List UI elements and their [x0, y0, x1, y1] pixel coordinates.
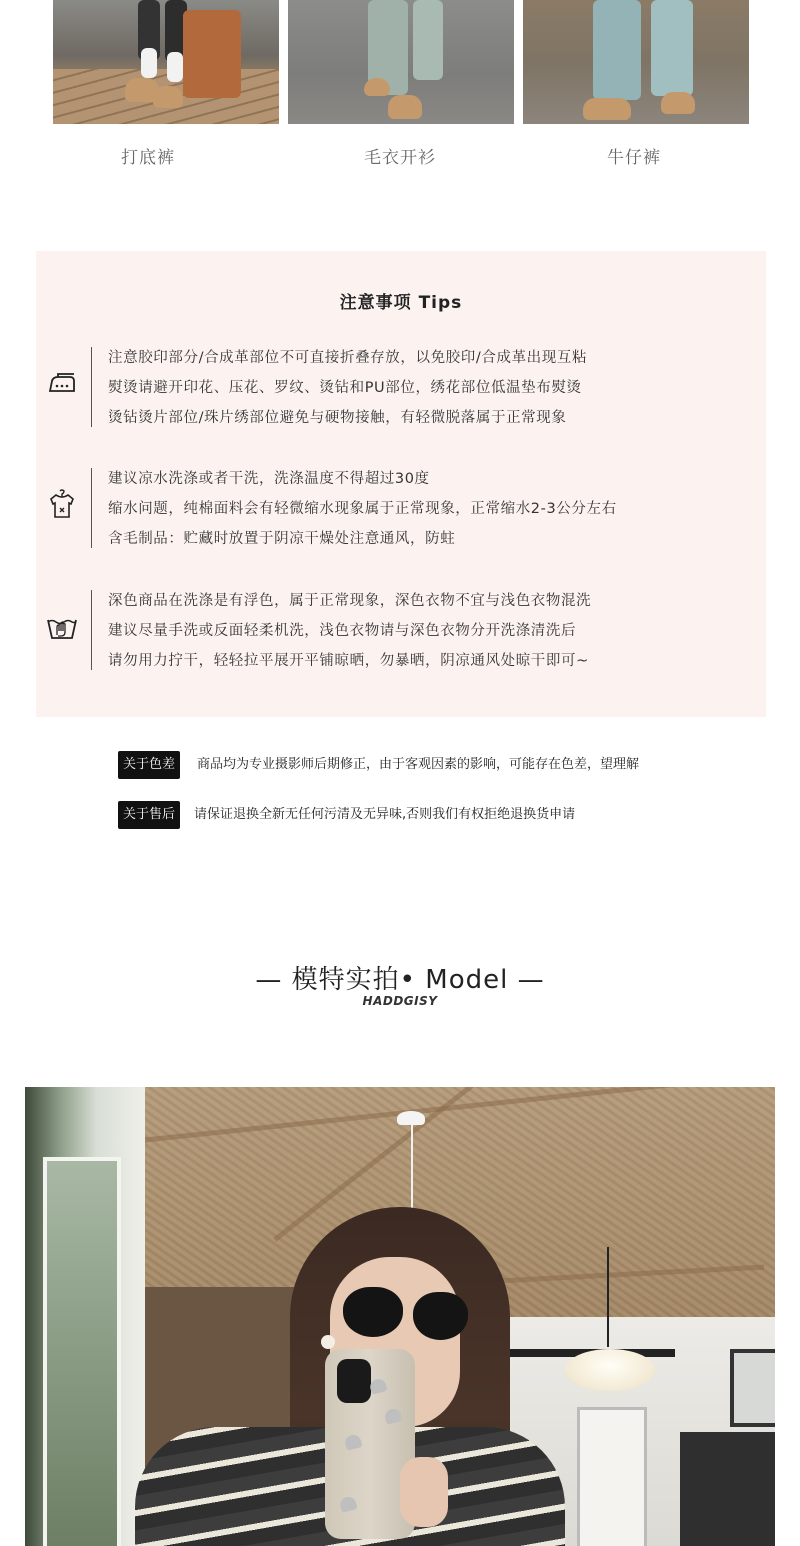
divider-line: [91, 590, 92, 670]
lamp-cord: [607, 1247, 609, 1347]
tip-line: 请勿用力拧干，轻轻拉平展开平铺晾晒，勿暴晒，阴凉通风处晾干即可~: [108, 653, 589, 669]
pearl-earring: [321, 1335, 335, 1349]
tip-line: 注意胶印部分/合成革部位不可直接折叠存放，以免胶印/合成革出现互粘: [108, 350, 588, 366]
product-caption: 牛仔裤: [607, 148, 661, 168]
note-badge: 关于色差: [118, 751, 180, 779]
sock: [167, 52, 183, 82]
iron-icon: [44, 365, 80, 401]
tip-line: 建议尽量手洗或反面轻柔机洗，浅色衣物请与深色衣物分开洗涤清洗后: [108, 623, 577, 639]
product-photo-cardigan[interactable]: [288, 0, 514, 124]
tip-line: 含毛制品：贮藏时放置于阴凉干燥处注意通风，防蛀: [108, 531, 456, 547]
jeans-leg: [593, 0, 641, 100]
tip-line: 建议凉水洗涤或者干洗，洗涤温度不得超过30度: [108, 471, 430, 487]
tip-line: 熨烫请避开印花、压花、罗纹、烫钻和PU部位，绣花部位低温垫布熨烫: [108, 380, 582, 396]
divider-line: [91, 468, 92, 548]
interior-door: [577, 1407, 647, 1546]
brand-subtitle: HADDGISY: [362, 994, 438, 1008]
shirt-care-icon: [44, 486, 80, 522]
tips-panel: [36, 251, 766, 717]
jeans-leg: [651, 0, 693, 96]
boot: [153, 86, 183, 108]
tips-title: 注意事项 Tips: [339, 293, 463, 313]
sunglasses: [413, 1292, 468, 1340]
shoe: [661, 92, 695, 114]
product-caption: 毛衣开衫: [364, 148, 436, 168]
product-photo-leggings[interactable]: [53, 0, 279, 124]
tips-lines: [108, 343, 587, 433]
sunglasses: [343, 1287, 403, 1337]
jeans-leg: [413, 0, 443, 80]
divider-line: [91, 347, 92, 427]
model-section-title: — 模特实拍• Model —: [255, 965, 545, 995]
phone-camera: [337, 1359, 371, 1403]
model-hand: [400, 1457, 448, 1527]
tips-lines: [108, 586, 591, 676]
product-photo-jeans[interactable]: [523, 0, 749, 124]
tip-line: 烫钻烫片部位/珠片绣部位避免与硬物接触，有轻微脱落属于正常现象: [108, 410, 567, 426]
product-caption: 打底裤: [121, 148, 175, 168]
sock: [141, 48, 157, 78]
pendant-lamp: [565, 1349, 655, 1391]
note-text: 请保证退换全新无任何污清及无异味,否则我们有权拒绝退换货申请: [194, 807, 576, 822]
shoe: [583, 98, 631, 120]
tip-line: 深色商品在洗涤是有浮色，属于正常现象，深色衣物不宜与浅色衣物混洗: [108, 593, 592, 609]
bag: [183, 10, 241, 98]
wall-mirror: [730, 1349, 775, 1427]
hand-wash-icon: [44, 608, 80, 644]
shoe: [364, 78, 390, 96]
tip-line: 缩水问题，纯棉面料会有轻微缩水现象属于正常现象，正常缩水2-3公分左右: [108, 501, 617, 517]
cabinet: [680, 1432, 775, 1546]
tips-lines: [108, 464, 617, 554]
shoe: [388, 95, 422, 119]
note-badge: 关于售后: [118, 801, 180, 829]
model-photo[interactable]: [25, 1087, 775, 1546]
note-text: 商品均为专业摄影师后期修正，由于客观因素的影响，可能存在色差，望理解: [197, 757, 640, 772]
window-frame: [43, 1157, 121, 1546]
